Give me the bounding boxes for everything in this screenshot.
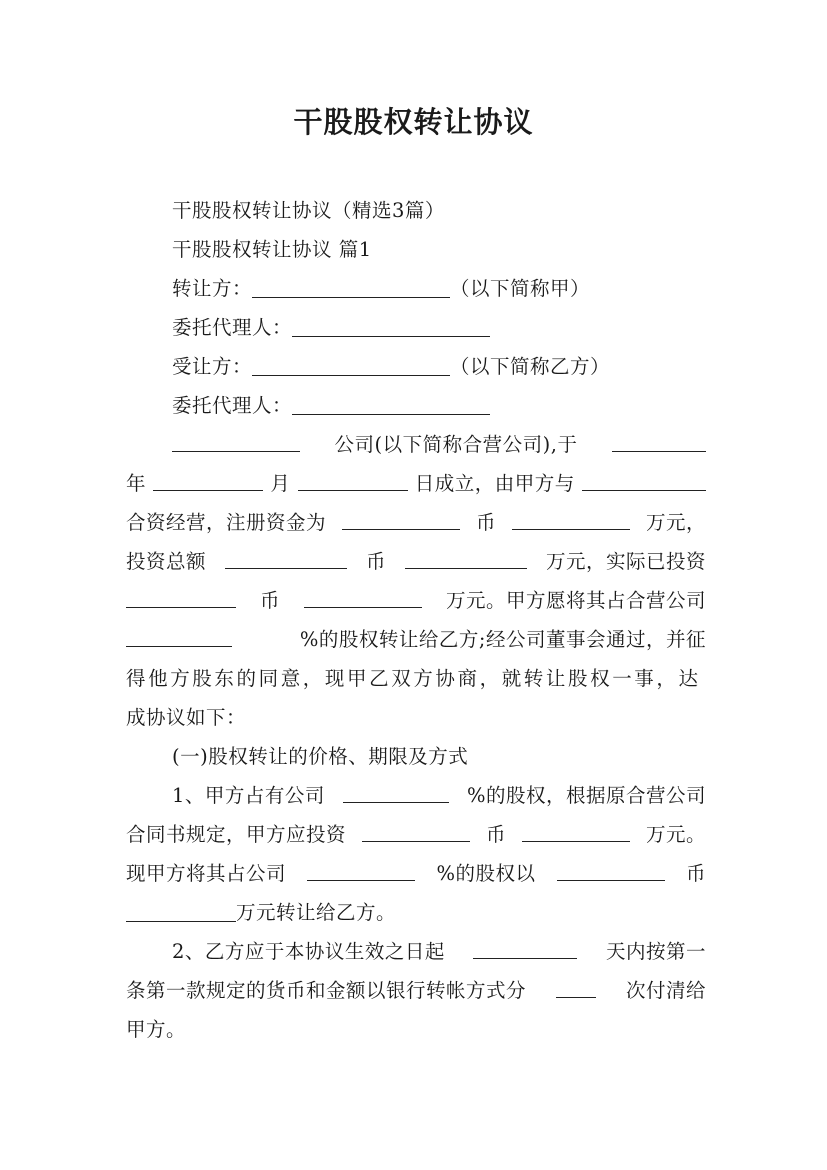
agent-line-1: 委托代理人： [172, 314, 706, 342]
transfer-price-amount-blank[interactable] [126, 901, 236, 922]
company-blank[interactable] [172, 431, 300, 452]
body-line: 成协议如下： [126, 706, 247, 729]
agent-line-2: 委托代理人： [172, 392, 706, 420]
share-percent-blank[interactable] [126, 626, 232, 647]
body-line: 现甲方将其占公司 %的股权以 币 [126, 862, 706, 885]
transferee-line: 受让方： （以下简称乙方） [172, 355, 611, 378]
registered-capital-amount-blank[interactable] [512, 509, 630, 530]
body-line: 1、甲方占有公司 %的股权，根据原合营公司 [172, 784, 706, 807]
body-line: 投资总额 币 万元，实际已投资 [126, 550, 706, 573]
body-line: %的股权转让给乙方;经公司董事会通过，并征 [126, 626, 706, 654]
transferee-blank[interactable] [252, 355, 450, 376]
body-line: 币 万元。甲方愿将其占合营公司 [126, 587, 706, 615]
date-blank[interactable] [612, 431, 706, 452]
agent-blank-1[interactable] [292, 316, 490, 337]
installments-blank[interactable] [556, 977, 596, 998]
subtitle-line: 干股股权转让协议（精选3篇） [172, 199, 445, 222]
investment-amount-blank[interactable] [522, 821, 630, 842]
body-line: 公司(以下简称合营公司),于 [172, 431, 706, 459]
invested-amount-blank[interactable] [304, 587, 422, 608]
body-line: 得他方股东的同意，现甲乙双方协商，就转让股权一事，达 [126, 667, 701, 690]
total-investment-amount-blank[interactable] [405, 548, 527, 569]
body-line: 2、乙方应于本协议生效之日起 天内按第一 [172, 940, 706, 963]
transferor-blank[interactable] [252, 277, 450, 298]
held-percent-blank[interactable] [343, 782, 449, 803]
body-line: 甲方。 [126, 1018, 187, 1041]
payment-days-blank[interactable] [473, 938, 577, 959]
registered-capital-currency-blank[interactable] [342, 509, 460, 530]
document-title: 干股股权转让协议 [293, 105, 534, 139]
body-line: 合同书规定，甲方应投资 币 万元。 [126, 823, 706, 846]
body-line: 万元转让给乙方。 [126, 899, 706, 927]
total-investment-currency-blank[interactable] [225, 548, 347, 569]
invested-currency-blank[interactable] [126, 587, 236, 608]
transferor-line: 转让方： （以下简称甲） [172, 277, 591, 300]
clause-heading: (一)股权转让的价格、期限及方式 [172, 745, 469, 768]
section-heading: 干股股权转让协议 篇1 [172, 238, 372, 261]
agent-blank-2[interactable] [292, 394, 490, 415]
transfer-price-currency-blank[interactable] [557, 860, 665, 881]
body-line: 条第一款规定的货币和金额以银行转帐方式分 次付清给 [126, 979, 706, 1002]
month-blank[interactable] [298, 470, 408, 491]
body-line: 年 月 日成立，由甲方与 [126, 470, 706, 498]
body-line: 合资经营，注册资金为 币 万元， [126, 511, 706, 534]
partner-blank[interactable] [582, 470, 706, 491]
year-blank[interactable] [153, 470, 263, 491]
investment-currency-blank[interactable] [362, 821, 470, 842]
transfer-percent-blank[interactable] [307, 860, 415, 881]
